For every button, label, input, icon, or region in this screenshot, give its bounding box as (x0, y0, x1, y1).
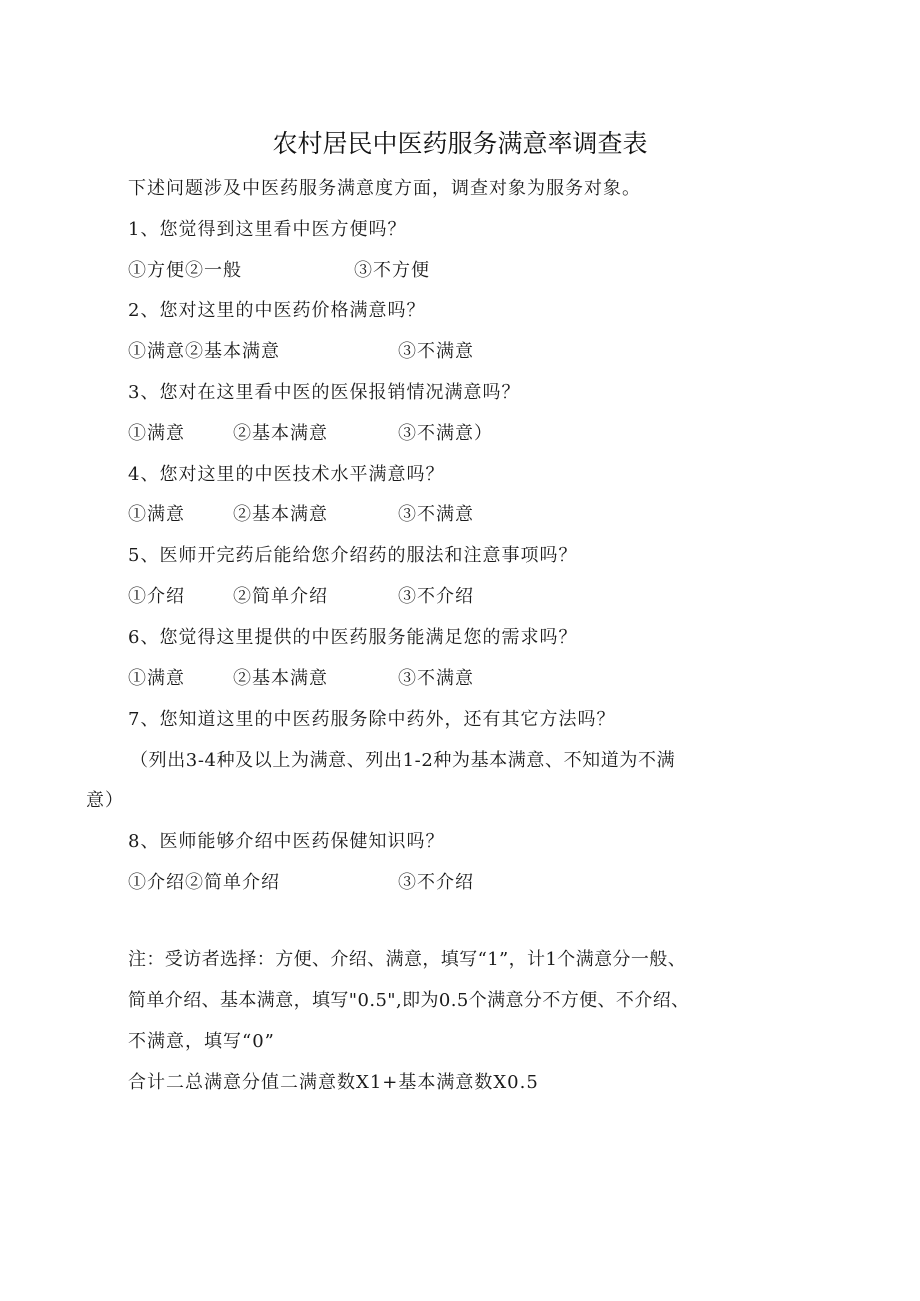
question-1-option-a: ①方便②一般 (128, 260, 242, 281)
question-4-option-a: ①满意 (128, 504, 185, 525)
question-3-option-a: ①满意 (128, 423, 185, 444)
question-4-option-c: ③不满意 (398, 504, 474, 525)
question-7: 7、您知道这里的中医药服务除中药外，还有其它方法吗？ (128, 709, 616, 730)
question-1: 1、您觉得到这里看中医方便吗？ (128, 219, 407, 240)
total-formula: 合计二总满意分值二满意数X1+基本满意数X0.5 (128, 1072, 539, 1093)
question-7-note: （列出3-4种及以上为满意、列出1-2种为基本满意、不知道为不满 (130, 750, 676, 771)
footnote-line-1: 注：受访者选择：方便、介绍、满意，填写“1”，计1个满意分一般、 (128, 949, 687, 970)
intro-text: 下述问题涉及中医药服务满意度方面，调查对象为服务对象。 (128, 178, 641, 199)
question-2-option-a: ①满意②基本满意 (128, 341, 280, 362)
question-3: 3、您对在这里看中医的医保报销情况满意吗？ (128, 382, 521, 403)
footnote-line-3: 不满意，填写“0” (128, 1031, 275, 1052)
question-2-option-b: ③不满意 (398, 341, 474, 362)
question-5-option-b: ②简单介绍 (233, 586, 328, 607)
question-4: 4、您对这里的中医技术水平满意吗？ (128, 464, 445, 485)
question-3-option-b: ②基本满意 (233, 423, 328, 444)
question-8-option-a: ①介绍②简单介绍 (128, 872, 280, 893)
question-5-option-a: ①介绍 (128, 586, 185, 607)
question-8-option-b: ③不介绍 (398, 872, 474, 893)
question-4-option-b: ②基本满意 (233, 504, 328, 525)
question-2: 2、您对这里的中医药价格满意吗？ (128, 300, 426, 321)
question-5-option-c: ③不介绍 (398, 586, 474, 607)
document-title: 农村居民中医药服务满意率调查表 (272, 129, 648, 158)
question-6: 6、您觉得这里提供的中医药服务能满足您的需求吗？ (128, 627, 578, 648)
question-6-option-a: ①满意 (128, 668, 185, 689)
question-8: 8、医师能够介绍中医药保健知识吗？ (128, 831, 445, 852)
footnote-line-2: 简单介绍、基本满意，填写"0.5",即为0.5个满意分不方便、不介绍、 (128, 990, 690, 1011)
question-1-option-b: ③不方便 (354, 260, 430, 281)
question-3-option-c: ③不满意） (398, 423, 493, 444)
question-6-option-b: ②基本满意 (233, 668, 328, 689)
question-7-note-continued: 意） (86, 790, 124, 811)
question-5: 5、医师开完药后能给您介绍药的服法和注意事项吗？ (128, 545, 578, 566)
question-6-option-c: ③不满意 (398, 668, 474, 689)
